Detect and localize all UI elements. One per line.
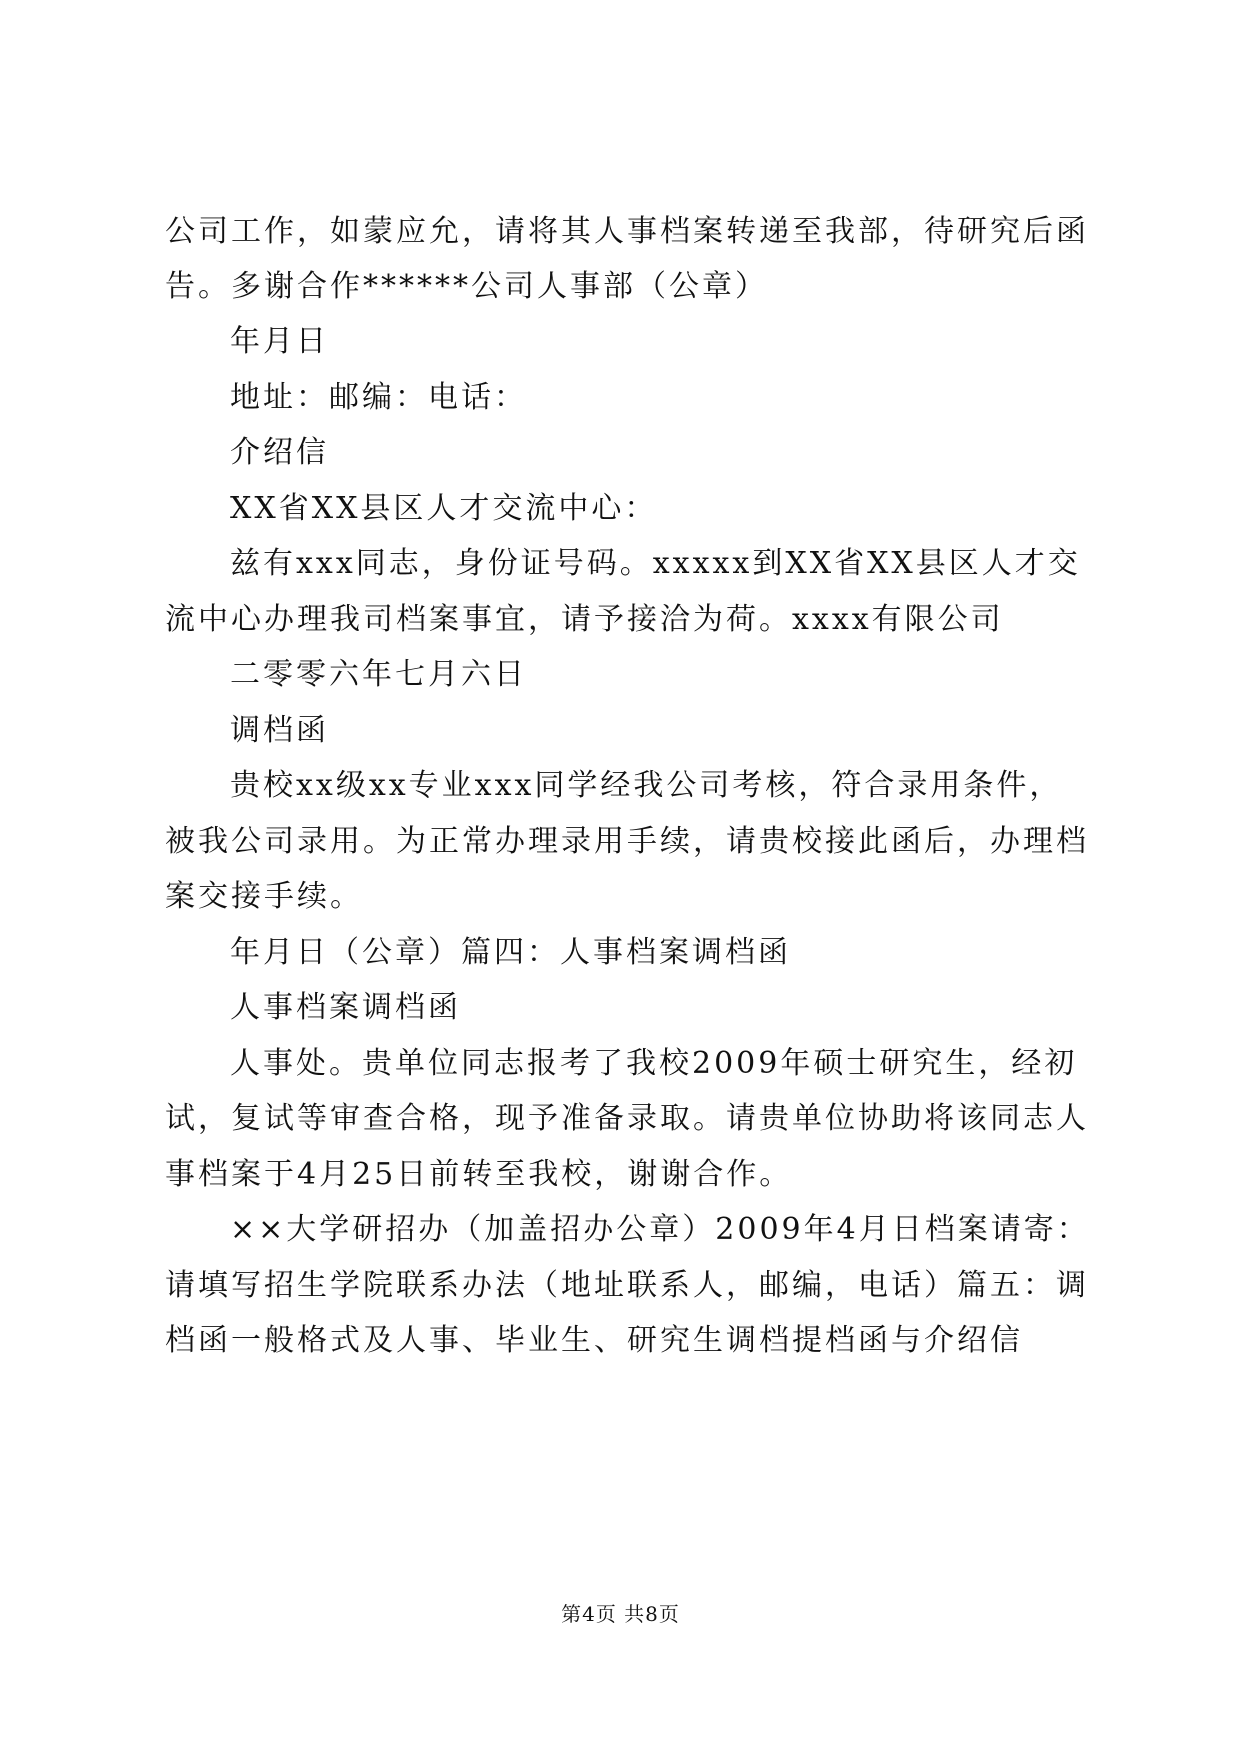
section-heading: 调档函	[230, 713, 329, 748]
text-line: 人事处。贵单位同志报考了我校2009年硕士研究生，经初	[230, 1046, 1078, 1081]
text-line: 试，复试等审查合格，现予准备录取。请贵单位协助将该同志人	[165, 1101, 1089, 1136]
text-line: 地址：邮编：电话：	[230, 380, 527, 415]
section-heading: 介绍信	[230, 435, 329, 470]
text-line: ××大学研招办（加盖招办公章）2009年4月日档案请寄：	[230, 1212, 1090, 1247]
text-line: 流中心办理我司档案事宜，请予接洽为荷。xxxx有限公司	[165, 602, 1004, 637]
text-line: 告。多谢合作******公司人事部（公章）	[165, 269, 768, 304]
text-line: 年月日（公章）篇四：人事档案调档函	[230, 935, 791, 970]
text-line: 公司工作，如蒙应允，请将其人事档案转递至我部，待研究后函	[165, 214, 1089, 249]
text-line: 二零零六年七月六日	[230, 657, 527, 692]
text-line: 事档案于4月25日前转至我校，谢谢合作。	[165, 1157, 793, 1192]
section-heading: 人事档案调档函	[230, 990, 461, 1025]
page-number: 第4页 共8页	[561, 1602, 680, 1626]
text-line: 档函一般格式及人事、毕业生、研究生调档提档函与介绍信	[165, 1323, 1023, 1358]
text-line: XX省XX县区人才交流中心：	[230, 491, 658, 526]
text-line: 案交接手续。	[165, 879, 363, 914]
text-line: 年月日	[230, 324, 329, 359]
text-line: 请填写招生学院联系办法（地址联系人，邮编，电话）篇五：调	[165, 1268, 1089, 1303]
text-line: 兹有xxx同志，身份证号码。xxxxx到XX省XX县区人才交	[230, 546, 1081, 581]
text-line: 贵校xx级xx专业xxx同学经我公司考核，符合录用条件，	[230, 768, 1063, 803]
text-line: 被我公司录用。为正常办理录用手续，请贵校接此函后，办理档	[165, 824, 1089, 859]
